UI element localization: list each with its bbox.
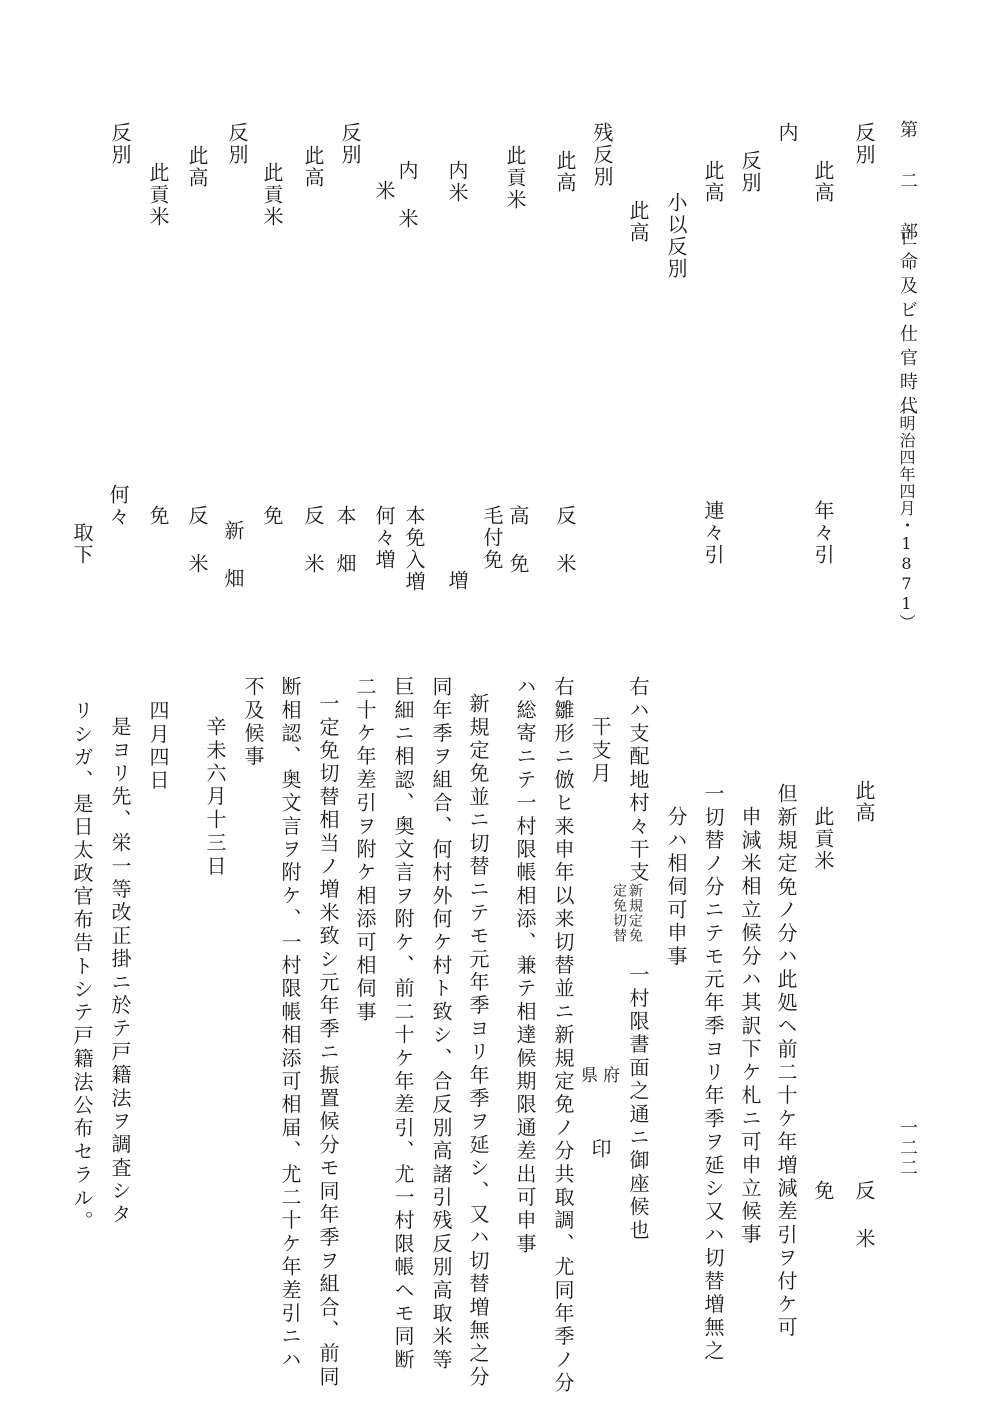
text-line: 右雛形ニ倣ヒ来申年以来切替並ニ新規定免ノ分共取調、尤同年季ノ分 [551, 676, 575, 1396]
form-item: 残反別 [590, 122, 614, 188]
form-item: 毛付免 [480, 505, 504, 571]
text-line: 干支月 [588, 716, 612, 786]
text-line: 二十ケ年差引ヲ附ケ相添可相伺事 [353, 676, 377, 1024]
form-item: 新 畑 [221, 520, 245, 590]
form-item: 此貢米 [503, 145, 527, 211]
seal-mark: 印 [588, 1138, 612, 1160]
form-item: 免 [811, 1180, 835, 1202]
form-item: 内 [775, 122, 799, 144]
form-item: 反別 [338, 122, 362, 166]
text-line: 不及候事 [241, 676, 265, 769]
form-item: 此貢米 [260, 162, 284, 228]
form-item: 此貢米 [811, 806, 835, 872]
book-title: 亡命及ビ仕官時代 [897, 228, 918, 420]
text-line: 新規定免並ニ切替ニテモ元年季ヨリ年季ヲ延シ、又ハ切替増無之分 [466, 693, 490, 1389]
text-line: 分ハ相伺可申事 [664, 806, 688, 969]
form-item: 此貢米 [146, 162, 170, 228]
period-date: （明治四年四月・1871） [897, 398, 916, 631]
form-item: 反 米 [301, 505, 325, 575]
form-item: 増 [445, 570, 469, 592]
text-line: 断相認、奥文言ヲ附ケ、一村限帳相添可相届、尤二十ケ年差引ニハ [278, 676, 302, 1372]
text-line: 巨細ニ相認、奥文言ヲ附ケ、前二十ケ年差引、尤一村限帳ヘモ同断 [391, 676, 415, 1372]
form-item: 年々引 [811, 500, 835, 566]
text-line: 同年季ヲ組合、何村外何ケ村ト致シ、合反別高諸引残反別高取米等 [429, 676, 453, 1372]
form-item: 内 米 [395, 160, 419, 230]
form-item: 本 畑 [333, 505, 357, 575]
form-item: 反 米 [852, 1180, 876, 1250]
form-item: 内米 [445, 160, 469, 204]
form-item: 免 [146, 505, 170, 527]
form-item: 此高 [185, 145, 209, 189]
text-line: 一定免切替相当ノ増米致シ元年季ニ振置候分モ同年季ヲ組合、前同 [316, 693, 340, 1389]
date-line: 辛未六月十三日 [203, 716, 227, 879]
inline-note: 新規定免 [627, 883, 643, 943]
form-item: 反別 [852, 122, 876, 166]
text-line: リシガ、是日太政官布告トシテ戸籍法公布セラル。 [70, 700, 94, 1234]
text-line: 一村限書面之通ニ御座候也 [626, 964, 650, 1243]
text-line: 右ハ支配地村々干支 [626, 676, 650, 885]
form-item: 此高 [301, 145, 325, 189]
form-item: 此高 [553, 150, 577, 194]
text-line: 一切替ノ分ニテモ元年季ヨリ年季ヲ延シ又ハ切替増無之 [701, 783, 725, 1363]
form-item: 反別 [108, 122, 132, 166]
form-item: 高 免 [506, 505, 530, 575]
form-item: 反 米 [553, 505, 577, 575]
form-item: 反 米 [185, 505, 209, 575]
form-item: 此高 [626, 200, 650, 244]
text-line: 申減米相立候分ハ其訳下ケ札ニ可申立候事 [738, 806, 762, 1247]
form-item: 取下 [70, 522, 94, 566]
form-item: 何々増 [372, 505, 396, 571]
date-heading: 四月四日 [146, 700, 170, 793]
form-item: 連々引 [701, 500, 725, 566]
text-line: 府 [599, 1066, 619, 1085]
text-line: 是ヨリ先、栄一等改正掛ニ於テ戸籍法ヲ調査シタ [108, 716, 132, 1227]
form-item: 免 [260, 505, 284, 527]
form-item: 此高 [811, 160, 835, 204]
text-line: ハ総寄ニテ一村限帳相添、兼テ相達候期限通差出可申事 [513, 676, 537, 1256]
form-item: 此高 [701, 160, 725, 204]
form-item: 何々 [106, 484, 130, 528]
form-item: 小以反別 [664, 192, 688, 280]
form-item: 反別 [225, 122, 249, 166]
part-label: 第 二 部 [897, 120, 918, 246]
page-number: 一二二 [897, 1118, 918, 1178]
form-item: 本免入増 [402, 505, 426, 593]
form-item: 反別 [738, 150, 762, 194]
inline-note: 定免切替 [611, 883, 627, 943]
form-item: 此高 [852, 780, 876, 824]
form-item: 米 [372, 180, 396, 202]
text-line: 但新規定免ノ分ハ此処ヘ前二十ケ年増減差引ヲ付ケ可 [774, 783, 798, 1340]
text-line: 県 [577, 1066, 597, 1085]
